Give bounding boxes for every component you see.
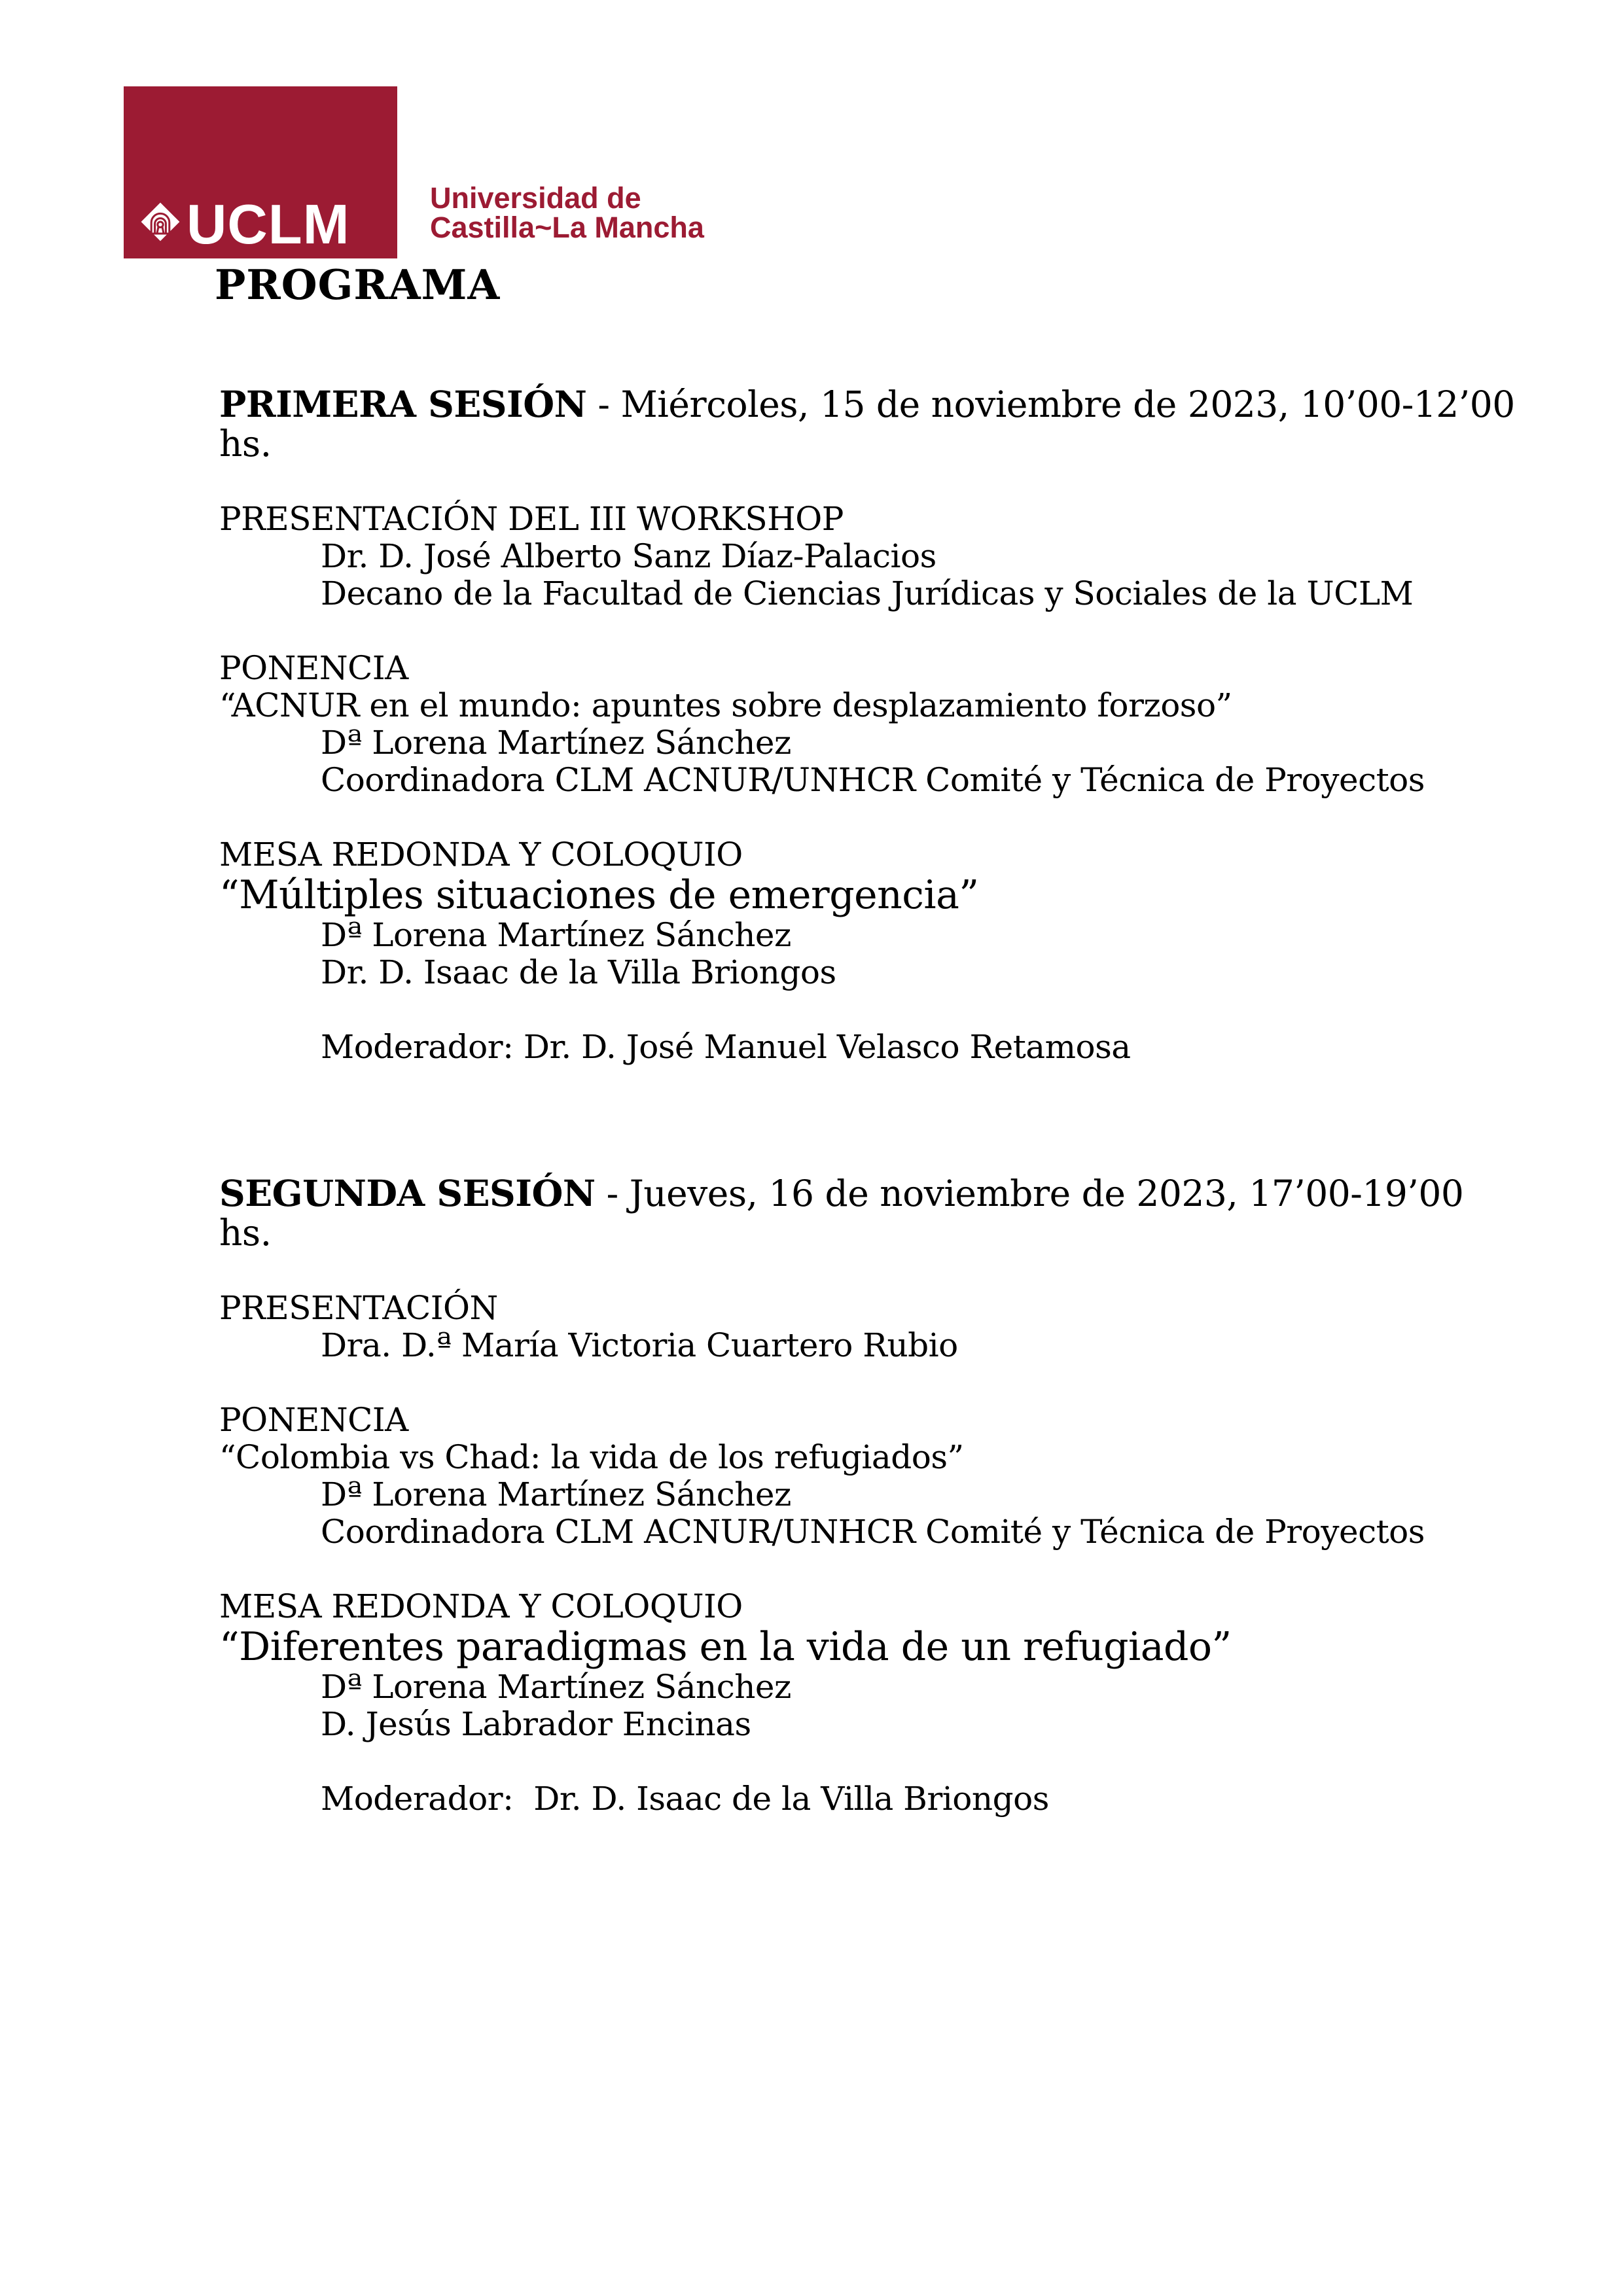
uclm-logo-acronym: UCLM	[187, 194, 350, 256]
moderator-line: Moderador: Dr. D. José Manuel Velasco Retamosa	[321, 1028, 1131, 1066]
session-name: PRIMERA SESIÓN	[219, 383, 587, 425]
moderator-line: Moderador: Dr. D. Isaac de la Villa Briongos	[321, 1780, 1049, 1818]
institution-name-line1: Universidad de	[430, 181, 641, 215]
talk-title: “Colombia vs Chad: la vida de los refugiados”	[219, 1438, 964, 1476]
block-label: PONENCIA	[219, 649, 408, 687]
session-datetime: - Jueves, 16 de noviembre de 2023, 17’00-19’00 hs.	[219, 1173, 1475, 1254]
participant-line: Dª Lorena Martínez Sánchez	[321, 916, 791, 954]
participant-line: Dª Lorena Martínez Sánchez	[321, 1475, 791, 1513]
participant-line: Dra. D.ª María Victoria Cuartero Rubio	[321, 1326, 958, 1364]
talk-title: “Múltiples situaciones de emergencia”	[219, 872, 979, 918]
session-name: SEGUNDA SESIÓN	[219, 1172, 596, 1214]
participant-line: Dr. D. Isaac de la Villa Briongos	[321, 953, 836, 991]
block-label: PRESENTACIÓN DEL III WORKSHOP	[219, 500, 844, 538]
participant-line: Dª Lorena Martínez Sánchez	[321, 724, 791, 762]
participant-line: Coordinadora CLM ACNUR/UNHCR Comité y Técnica de Proyectos	[321, 1513, 1425, 1551]
talk-title: “ACNUR en el mundo: apuntes sobre desplazamiento forzoso”	[219, 686, 1232, 724]
participant-line: D. Jesús Labrador Encinas	[321, 1705, 751, 1743]
participant-line: Coordinadora CLM ACNUR/UNHCR Comité y Técnica de Proyectos	[321, 761, 1425, 799]
session-datetime: - Miércoles, 15 de noviembre de 2023, 10’00-12’00 hs.	[219, 383, 1526, 465]
uclm-arch-diamond-icon	[141, 201, 180, 243]
participant-line: Dª Lorena Martínez Sánchez	[321, 1668, 791, 1706]
participant-line: Decano de la Facultad de Ciencias Jurídicas y Sociales de la UCLM	[321, 574, 1414, 612]
block-label: PRESENTACIÓN	[219, 1289, 498, 1327]
session-heading	[219, 1174, 1525, 1252]
session-heading	[219, 385, 1525, 463]
talk-title: “Diferentes paradigmas en la vida de un refugiado”	[219, 1624, 1232, 1670]
page-title: PROGRAMA	[215, 260, 501, 309]
participant-line: Dr. D. José Alberto Sanz Díaz-Palacios	[321, 537, 936, 575]
block-label: PONENCIA	[219, 1401, 408, 1439]
uclm-logo	[124, 86, 397, 258]
institution-name	[430, 183, 704, 242]
institution-name-line2: Castilla~La Mancha	[430, 211, 704, 244]
program-content	[219, 370, 1525, 1818]
block-label: MESA REDONDA Y COLOQUIO	[219, 1587, 743, 1625]
block-label: MESA REDONDA Y COLOQUIO	[219, 836, 743, 874]
